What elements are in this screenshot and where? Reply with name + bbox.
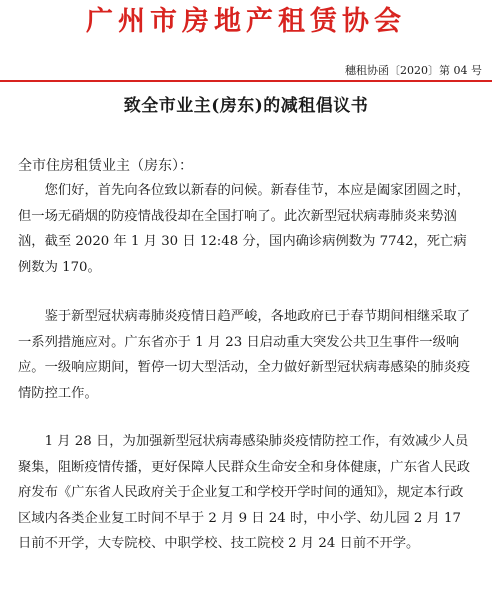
body-paragraph-1: 您们好，首先向各位致以新春的问候。新春佳节，本应是阖家团圆之时，但一场无硝烟的防疫情战役却在全国打响了。此次新型冠状病毒肺炎来势汹汹，截至 2020 年 1 月 30 日 12:48 分，国内确诊病例数为 7742，死亡病例数为 170。	[18, 183, 471, 275]
header-divider	[0, 80, 492, 82]
body-paragraph-2: 鉴于新型冠状病毒肺炎疫情日趋严峻，各地政府已于春节期间相继采取了一系列措施应对。广东省亦于 1 月 23 日启动重大突发公共卫生事件一级响应。一级响应期间，暂停一切大型活动，全力做好新型冠状病毒感染的肺炎疫情防控工作。	[18, 309, 471, 401]
document-number: 穗租协函〔2020〕第 04 号	[345, 64, 482, 77]
organization-header: 广州市房地产租赁协会	[86, 6, 406, 37]
body-paragraph-3: 1 月 28 日，为加强新型冠状病毒感染肺炎疫情防控工作，有效减少人员聚集，阻断疫情传播，更好保障人民群众生命安全和身体健康，广东省人民政府发布《广东省人民政府关于企业复工和学校开学时间的通知》，规定本行政区域内各类企业复工时间不早于 2 月 9 日 24 时，中小学、幼儿园 2 月 17 日前不开学，大专院校、中职学校、技工院校 2 月 24 日前不开学。	[18, 434, 471, 551]
salutation: 全市住房租赁业主（房东）：	[18, 158, 193, 174]
document-title: 致全市业主(房东)的减租倡议书	[123, 96, 369, 116]
